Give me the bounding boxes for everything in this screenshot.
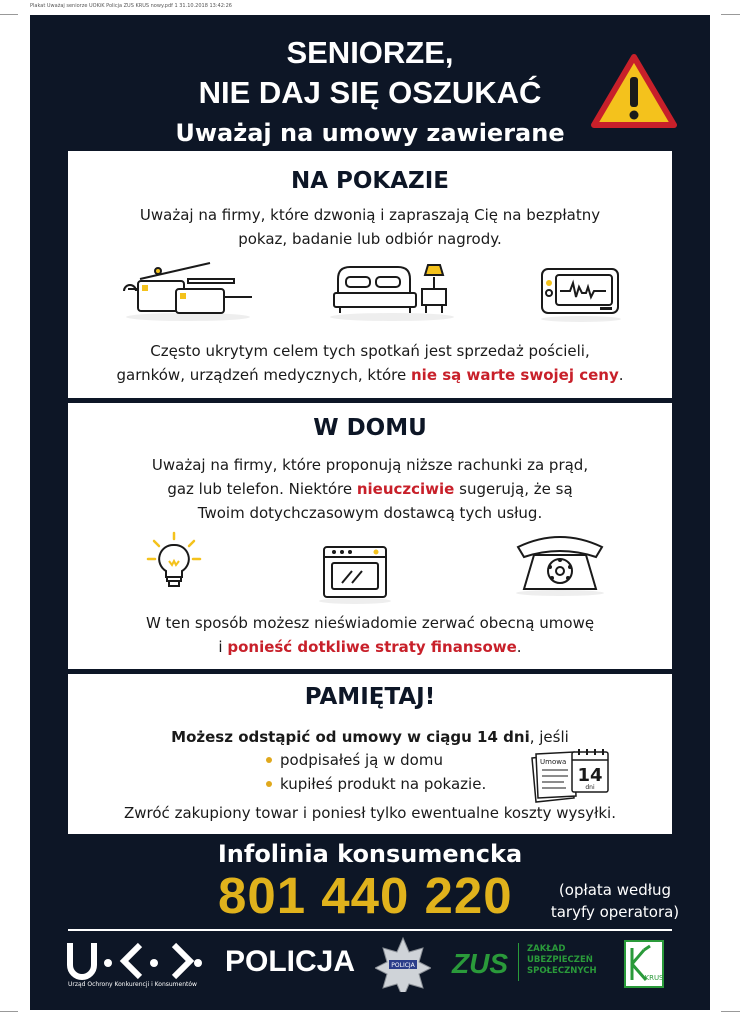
uokik-logo: [66, 937, 206, 987]
list-item-text: kupiłeś produkt na pokazie.: [280, 775, 487, 793]
oven-icon: [318, 543, 392, 605]
section-w-domu: [68, 403, 672, 669]
document-label: Umowa: [540, 758, 567, 766]
lead-plain-text: , jeśli: [529, 728, 569, 746]
punctuation: .: [516, 638, 522, 656]
title-line-1: SENIORZE,: [286, 35, 454, 70]
calendar-number: 14: [577, 765, 603, 786]
intro-text-line: Uważaj na firmy, które proponują niższe rachunki za prąd,: [151, 456, 589, 474]
footer-divider: [68, 929, 672, 931]
light-bulb-icon: [144, 529, 204, 591]
section-heading: W DOMU: [313, 415, 427, 441]
medical-device-icon: [538, 263, 624, 323]
list-item: [266, 772, 486, 796]
zus-name-line: ZAKŁAD: [527, 944, 566, 954]
highlight-text: ponieść dotkliwe straty finansowe: [227, 638, 517, 656]
intro-text-line: [88, 477, 652, 501]
police-badge-icon: [375, 936, 431, 992]
zus-logo: [450, 947, 522, 979]
crop-mark: [721, 1011, 740, 1012]
policja-logo-text: POLICJA: [225, 945, 356, 978]
zus-name-line: UBEZPIECZEŃ: [527, 955, 593, 965]
uokik-subtitle: Urząd Ochrony Konkurencji i Konsumentów: [68, 981, 197, 988]
section-heading: NA POKAZIE: [290, 168, 450, 194]
crop-mark: [0, 1011, 18, 1012]
outro-text-line: Często ukrytym celem tych spotkań jest sprzedaż pościeli,: [150, 342, 590, 360]
telephone-icon: [510, 533, 610, 597]
intro-plain-text: gaz lub telefon. Niektóre: [167, 480, 357, 498]
title-line-2: NIE DAJ SIĘ OSZUKAĆ: [198, 75, 542, 110]
section-pamietaj: [68, 674, 672, 834]
outro-text-line: W ten sposób możesz nieświadomie zerwać obecną umowę: [145, 614, 595, 632]
calendar-unit: dni: [585, 784, 595, 791]
lead-bold-text: Możesz odstąpić od umowy w ciągu 14 dni: [171, 728, 530, 746]
list-item: [266, 748, 486, 772]
section-heading: PAMIĘTAJ!: [304, 684, 436, 710]
zus-separator: [518, 943, 519, 981]
highlight-text: nie są warte swojej ceny: [411, 366, 619, 384]
bullet-icon: [266, 781, 272, 787]
section-na-pokazie: [68, 151, 672, 398]
outro-plain-text: garnków, urządzeń medycznych, które: [116, 366, 411, 384]
crop-mark: [721, 14, 740, 15]
krus-label: KRUS: [644, 974, 664, 982]
outro-plain-text: i: [218, 638, 228, 656]
bed-icon: [326, 259, 458, 323]
list-item-text: podpisałeś ją w domu: [280, 751, 443, 769]
bullet-icon: [266, 757, 272, 763]
svg-text:ZUS: ZUS: [452, 948, 508, 979]
outro-text-line: [88, 635, 652, 659]
highlight-text: nieuczciwie: [356, 480, 455, 498]
badge-text: POLICJA: [391, 962, 415, 969]
pots-icon: [118, 253, 258, 323]
closing-text: Zwróć zakupiony towar i poniesł tylko ewentualne koszty wysyłki.: [124, 804, 616, 822]
hotline-title: Infolinia konsumencka: [217, 840, 523, 868]
krus-logo: [624, 940, 664, 988]
intro-text-line: pokaz, badanie lub odbiór nagrody.: [238, 230, 502, 248]
warning-icon: [590, 53, 678, 131]
intro-text-line: Twoim dotychczasowym dostawcą tych usług.: [197, 504, 543, 522]
fee-line: taryfy operatora): [550, 903, 680, 921]
print-header: Plakat Uważaj seniorze UOKiK Policja ZUS KRUS nowy.pdf 1 31.10.2018 13:42:26: [30, 3, 232, 9]
hotline-number: 801 440 220: [218, 867, 513, 924]
outro-text-line: [88, 363, 652, 387]
hotline-fee: [540, 879, 690, 923]
zus-name: [527, 944, 597, 977]
crop-mark: [0, 14, 18, 15]
intro-text-line: Uważaj na firmy, które dzwonią i zapraszają Cię na bezpłatny: [139, 206, 601, 224]
conditions-list: [266, 748, 486, 796]
zus-name-line: SPOŁECZNYCH: [527, 966, 597, 976]
intro-plain-text: sugerują, że są: [454, 480, 573, 498]
contract-calendar-icon: [528, 748, 614, 804]
lead-line: [68, 728, 672, 746]
subtitle: Uważaj na umowy zawierane: [175, 119, 565, 147]
fee-line: (opłata według: [558, 881, 672, 899]
punctuation: .: [618, 366, 624, 384]
poster: [30, 15, 710, 1010]
